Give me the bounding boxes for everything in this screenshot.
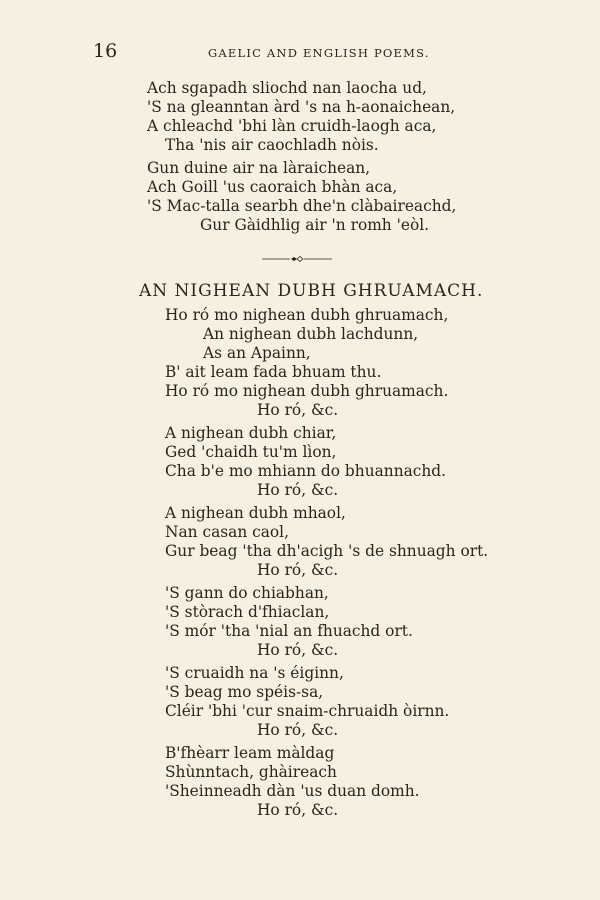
verse-line: 'S mór 'tha 'nial an fhuachd ort. [165, 622, 413, 640]
verse-line: 'S gann do chiabhan, [165, 584, 329, 602]
verse-line: A chleachd 'bhi làn cruidh-laogh aca, [147, 117, 437, 135]
verse-line: Gur Gàidhlig air 'n romh 'eòl. [200, 216, 430, 234]
verse-line: Ach sgapadh sliochd nan laocha ud, [147, 79, 427, 97]
verse-line: 'S na gleanntan àrd 's na h-aonaichean, [147, 98, 456, 116]
verse-line: B'fhèarr leam màldag [165, 744, 335, 762]
verse-line: Gun duine air na làraichean, [147, 159, 371, 177]
verse-line: 'Sheinneadh dàn 'us duan domh. [165, 782, 420, 800]
verse-line: A nighean dubh mhaol, [165, 504, 346, 522]
refrain-line: Ho ró, &c. [257, 721, 339, 739]
verse-line: An nighean dubh lachdunn, [203, 325, 419, 343]
running-title: GAELIC AND ENGLISH POEMS. [208, 46, 430, 60]
verse-line: Ged 'chaidh tu'm lìon, [165, 443, 337, 461]
verse-line: Cléir 'bhi 'cur snaim-chruaidh òirnn. [165, 702, 450, 720]
verse-line: 'S stòrach d'fhiaclan, [165, 603, 330, 621]
verse-line: Ach Goill 'us caoraich bhàn aca, [147, 178, 398, 196]
verse-line: 'S Mac-talla searbh dhe'n clàbaireachd, [147, 197, 457, 215]
page-number: 16 [93, 40, 118, 62]
refrain-line: Ho ró, &c. [257, 801, 339, 819]
verse-line: Tha 'nis air caochladh nòis. [165, 136, 379, 154]
verse-line: Ho ró mo nighean dubh ghruamach, [165, 306, 449, 324]
verse-line: Nan casan caol, [165, 523, 289, 541]
verse-line: Gur beag 'tha dh'acigh 's de shnuagh ort. [165, 542, 489, 560]
refrain-line: Ho ró, &c. [257, 561, 339, 579]
refrain-line: Ho ró, &c. [257, 641, 339, 659]
verse-line: A nighean dubh chiar, [165, 424, 337, 442]
verse-line: Cha b'e mo mhiann do bhuannachd. [165, 462, 447, 480]
verse-line: As an Apainn, [203, 344, 311, 362]
verse-line: Shùnntach, ghàireach [165, 763, 337, 781]
verse-line: 'S beag mo spéis-sa, [165, 683, 324, 701]
verse-line: B' ait leam fada bhuam thu. [165, 363, 382, 381]
ornament-divider [262, 255, 332, 263]
refrain-line: Ho ró, &c. [257, 401, 339, 419]
verse-line: 'S cruaidh na 's éiginn, [165, 664, 344, 682]
verse-line: Ho ró mo nighean dubh ghruamach. [165, 382, 449, 400]
refrain-line: Ho ró, &c. [257, 481, 339, 499]
poem-title: AN NIGHEAN DUBH GHRUAMACH. [139, 281, 484, 301]
